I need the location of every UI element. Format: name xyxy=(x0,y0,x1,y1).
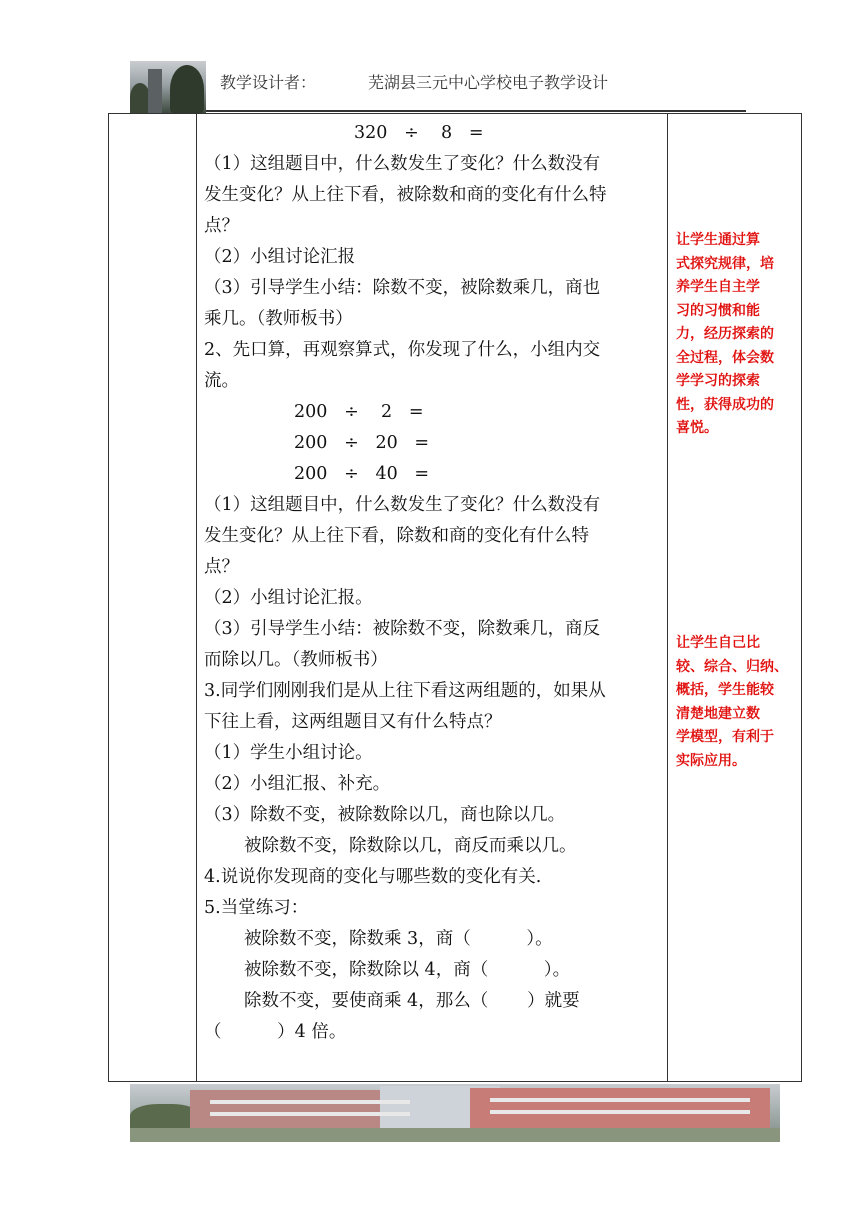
text-line: 3.同学们刚刚我们是从上往下看这两组题的，如果从 xyxy=(204,681,606,701)
exercise-line: 被除数不变，除数除以 4，商（ ）。 xyxy=(244,960,571,980)
note-line: 全过程，体会数 xyxy=(676,349,774,366)
design-note-2 xyxy=(676,632,798,773)
header-school-title: 芜湖县三元中心学校电子教学设计 xyxy=(368,73,609,92)
note-line: 性，获得成功的 xyxy=(676,396,774,413)
equation-line: 200 ÷ 20 = xyxy=(294,433,430,453)
note-line: 清楚地建立数 xyxy=(676,705,760,722)
exercise-line: （ ）4 倍。 xyxy=(204,1022,347,1042)
note-line: 式探究规律，培 xyxy=(676,255,774,272)
note-line: 喜悦。 xyxy=(676,420,718,436)
note-line: 养学生自主学 xyxy=(676,279,760,295)
exercise-line: 被除数不变，除数乘 3，商（ ）。 xyxy=(244,929,553,949)
equation-line: 320 ÷ 8 = xyxy=(354,123,484,143)
note-line: 让学生通过算 xyxy=(676,232,760,248)
text-line: （2）小组讨论汇报 xyxy=(204,247,356,267)
text-line: 发生变化？从上往下看，被除数和商的变化有什么特 xyxy=(204,185,607,205)
text-line: 发生变化？从上往下看，除数和商的变化有什么特 xyxy=(204,526,589,546)
footer-school-photo xyxy=(130,1084,780,1142)
header-designer-label: 教学设计者： xyxy=(220,73,317,92)
text-line: （2）小组汇报、补充。 xyxy=(204,774,391,794)
text-line: 乘几。（教师板书） xyxy=(204,309,353,329)
text-line: （3）引导学生小结：被除数不变，除数乘几，商反 xyxy=(204,619,601,639)
text-line: （1）学生小组讨论。 xyxy=(204,743,373,763)
note-line: 概括，学生能较 xyxy=(676,682,774,698)
equation-line: 200 ÷ 2 = xyxy=(294,402,424,422)
text-line: 5.当堂练习： xyxy=(204,898,309,918)
text-line: 流。 xyxy=(204,371,239,391)
text-line: （3）除数不变，被除数除以几，商也除以几。 xyxy=(204,805,566,825)
exercise-line: 除数不变，要使商乘 4，那么（ ）就要 xyxy=(244,991,580,1011)
note-line: 较、综合、归纳、 xyxy=(676,658,788,675)
header-school-photo xyxy=(130,61,206,113)
text-line: 而除以几。（教师板书） xyxy=(204,650,388,670)
lesson-content xyxy=(204,118,664,1048)
text-line: 2、先口算，再观察算式，你发现了什么，小组内交 xyxy=(204,340,601,360)
text-line: 下往上看，这两组题目又有什么特点？ xyxy=(204,712,502,732)
text-line: 被除数不变，除数除以几，商反而乘以几。 xyxy=(244,836,577,856)
note-line: 学模型，有利于 xyxy=(676,729,774,745)
table-column-divider-left xyxy=(196,113,197,1082)
text-line: （1）这组题目中，什么数发生了变化？什么数没有 xyxy=(204,495,601,515)
text-line: （2）小组讨论汇报。 xyxy=(204,588,373,608)
note-line: 习的习惯和能 xyxy=(676,302,760,319)
note-line: 实际应用。 xyxy=(676,752,746,769)
text-line: （3）引导学生小结：除数不变，被除数乘几，商也 xyxy=(204,278,601,298)
note-line: 学学习的探索 xyxy=(676,373,760,389)
text-line: （1）这组题目中，什么数发生了变化？什么数没有 xyxy=(204,154,601,174)
text-line: 点？ xyxy=(204,557,239,577)
design-note-1 xyxy=(676,229,798,441)
text-line: 4.说说你发现商的变化与哪些数的变化有关. xyxy=(204,867,542,887)
header-divider xyxy=(206,110,746,112)
note-line: 让学生自己比 xyxy=(676,635,760,651)
table-column-divider-right xyxy=(667,113,668,1082)
text-line: 点？ xyxy=(204,216,239,236)
equation-line: 200 ÷ 40 = xyxy=(294,464,430,484)
note-line: 力，经历探索的 xyxy=(676,326,774,342)
